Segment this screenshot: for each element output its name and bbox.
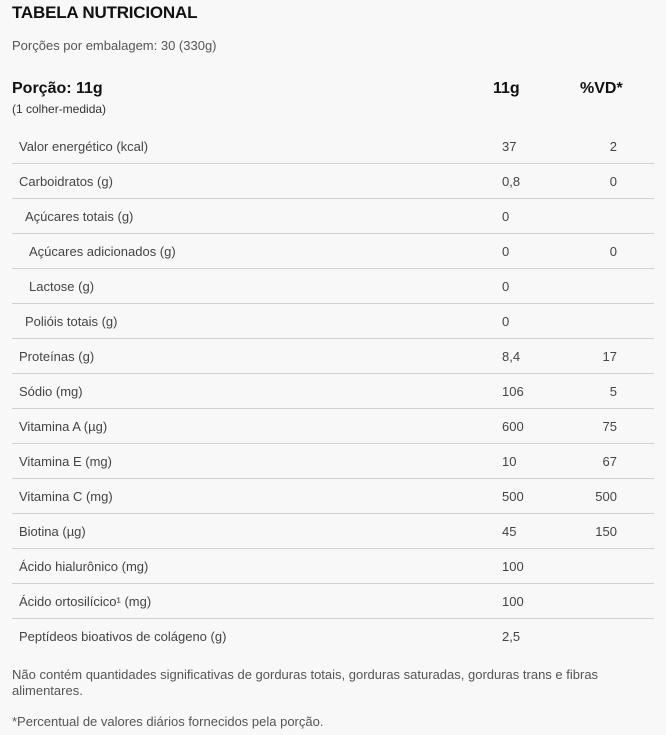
table-row [12,514,654,549]
table-row [12,479,654,514]
table-row [12,304,654,339]
nutrient-vd: 150 [595,524,617,539]
table-row [12,129,654,164]
nutrient-name: Vitamina E (mg) [19,454,112,469]
table-row [12,269,654,304]
footnote-percent: *Percentual de valores diários fornecidos pela porção. [12,714,324,729]
column-header-amount: 11g [493,80,520,97]
table-row [12,234,654,269]
nutrient-amount: 0 [502,314,510,329]
nutrient-name: Valor energético (kcal) [19,139,149,154]
nutrition-table [12,129,654,653]
nutrient-name: Biotina (µg) [19,524,86,539]
nutrient-vd: 67 [602,454,617,469]
portion-sublabel: (1 colher-medida) [12,102,107,116]
nutrient-amount: 0 [502,279,510,294]
table-row [12,374,654,409]
nutrient-name: Vitamina A (µg) [19,419,108,434]
nutrient-vd: 0 [609,244,617,259]
nutrient-amount: 106 [502,384,524,399]
footnote-not-significant: Não contém quantidades significativas de gorduras totais, gorduras saturadas, gorduras trans e fibras alimentares. [12,667,599,698]
portion-label: Porção: 11g [12,80,103,97]
nutrient-vd: 17 [602,349,617,364]
table-row [12,619,654,653]
nutrient-vd: 75 [602,419,617,434]
nutrient-name: Açúcares adicionados (g) [29,244,176,259]
nutrient-amount: 0 [502,244,510,259]
table-row [12,199,654,234]
nutrient-amount: 10 [502,454,517,469]
nutrient-name: Vitamina C (mg) [19,489,113,504]
table-row [12,444,654,479]
column-header-vd: %VD* [580,80,623,97]
nutrient-name: Polióis totais (g) [25,314,118,329]
nutrient-name: Ácido hialurônico (mg) [19,559,149,574]
nutrient-amount: 100 [502,594,524,609]
table-row [12,549,654,584]
nutrient-amount: 0 [502,209,510,224]
nutrition-title: TABELA NUTRICIONAL [12,3,198,22]
nutrient-vd: 2 [609,139,617,154]
table-row [12,584,654,619]
nutrient-name: Sódio (mg) [19,384,83,399]
nutrient-amount: 100 [502,559,524,574]
nutrient-amount: 0,8 [502,174,521,189]
nutrient-vd: 0 [609,174,617,189]
nutrient-amount: 45 [502,524,517,539]
nutrient-vd: 5 [609,384,617,399]
servings-per-package: Porções por embalagem: 30 (330g) [12,38,217,53]
nutrient-amount: 8,4 [502,349,521,364]
nutrient-name: Lactose (g) [29,279,95,294]
nutrient-vd: 500 [595,489,617,504]
nutrient-amount: 37 [502,139,517,154]
nutrient-name: Carboidratos (g) [19,174,113,189]
table-row [12,164,654,199]
table-row [12,339,654,374]
table-row [12,409,654,444]
nutrient-name: Açúcares totais (g) [25,209,134,224]
nutrient-amount: 2,5 [502,629,521,644]
nutrient-name: Peptídeos bioativos de colágeno (g) [19,629,227,644]
nutrient-amount: 600 [502,419,524,434]
nutrient-name: Proteínas (g) [19,349,95,364]
nutrient-amount: 500 [502,489,524,504]
nutrient-name: Ácido ortosilícico¹ (mg) [19,594,152,609]
